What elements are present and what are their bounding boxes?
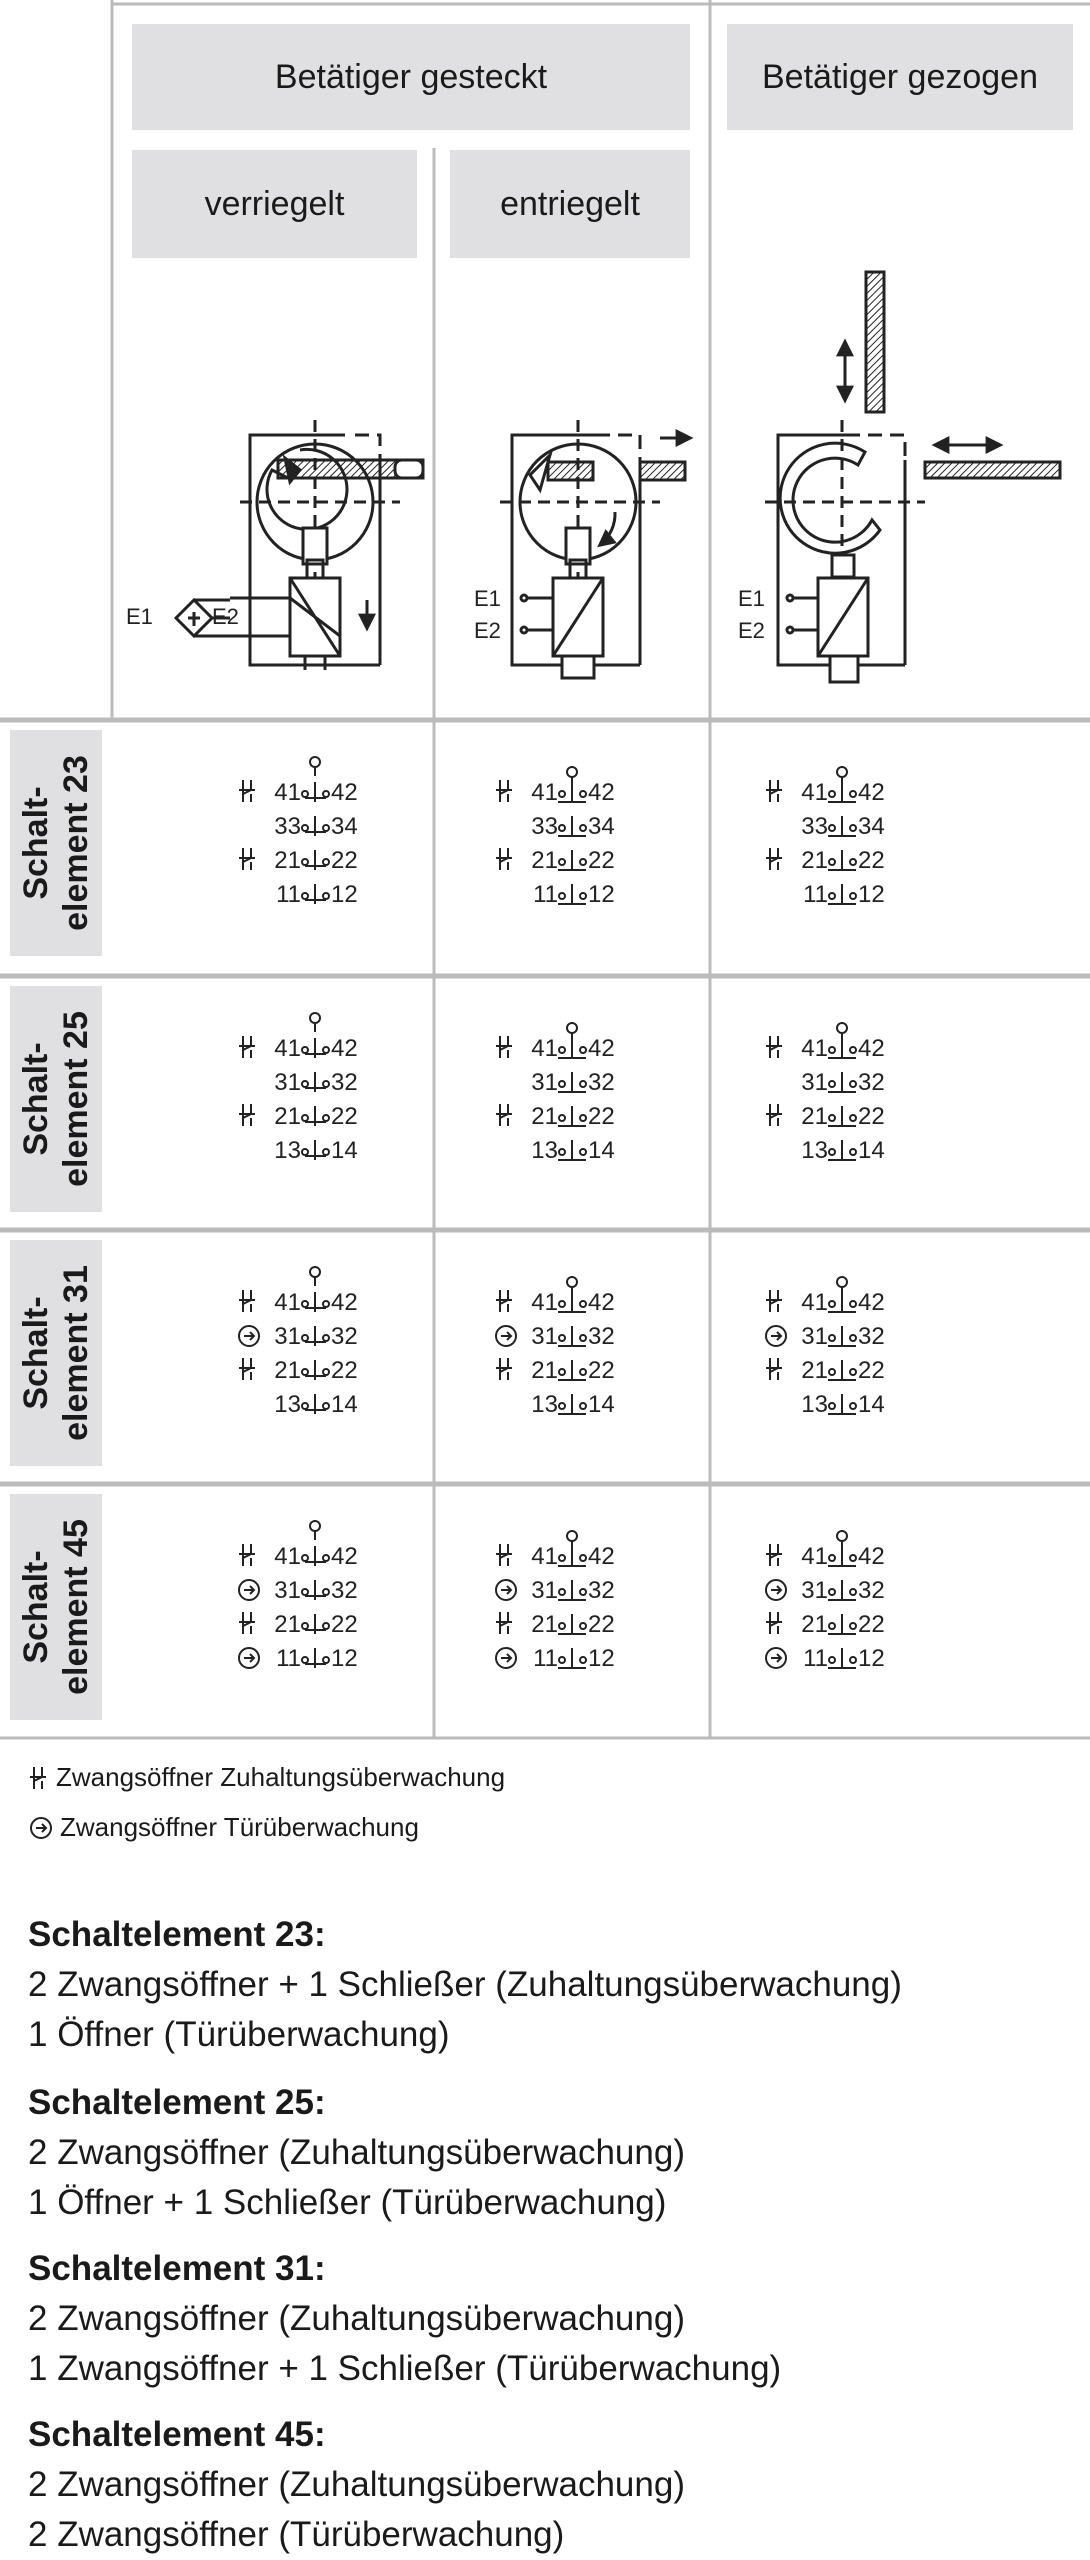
terminal-left: 33 bbox=[531, 813, 558, 840]
plunger-icon bbox=[310, 757, 320, 767]
terminal-right: 32 bbox=[858, 1069, 885, 1096]
description-line: 1 Öffner + 1 Schließer (Türüberwachung) bbox=[28, 2183, 667, 2222]
contact-block bbox=[239, 757, 358, 908]
terminal-left: 41 bbox=[531, 1543, 558, 1570]
description-title: Schaltelement 31: bbox=[28, 2249, 326, 2288]
description-line: 1 Öffner (Türüberwachung) bbox=[28, 2015, 450, 2054]
row-label-element-25: Schalt- element 25 bbox=[10, 986, 102, 1212]
terminal-left: 11 bbox=[276, 881, 301, 908]
terminal-right: 42 bbox=[858, 779, 885, 806]
terminal-left: 33 bbox=[274, 813, 301, 840]
terminal-left: 41 bbox=[531, 1289, 558, 1316]
terminal-right: 42 bbox=[331, 779, 358, 806]
terminal-left: 33 bbox=[801, 813, 828, 840]
positive-opening-guard-icon bbox=[496, 1104, 512, 1126]
terminal-right: 12 bbox=[331, 881, 358, 908]
description-title: Schaltelement 25: bbox=[28, 2083, 326, 2122]
header-actuator-withdrawn: Betätiger gezogen bbox=[727, 24, 1073, 130]
terminal-left: 21 bbox=[531, 1357, 558, 1384]
terminal-left: 21 bbox=[531, 1103, 558, 1130]
description-line: 2 Zwangsöffner + 1 Schließer (Zuhaltungsüberwachung) bbox=[28, 1965, 902, 2004]
terminal-right: 22 bbox=[331, 1611, 358, 1638]
row-label-element-45: Schalt- element 45 bbox=[10, 1494, 102, 1720]
terminal-left: 11 bbox=[533, 1645, 558, 1672]
positive-opening-guard-icon bbox=[496, 1290, 512, 1312]
positive-opening-guard-icon bbox=[766, 1544, 782, 1566]
terminal-right: 34 bbox=[331, 813, 358, 840]
description-element-45 bbox=[28, 2410, 685, 2560]
terminal-right: 42 bbox=[588, 1543, 615, 1570]
legend-guard-label: Zwangsöffner Zuhaltungsüberwachung bbox=[56, 1762, 506, 1792]
terminal-right: 22 bbox=[858, 847, 885, 874]
plunger-icon bbox=[567, 1023, 577, 1033]
terminal-left: 21 bbox=[801, 847, 828, 874]
plunger-icon bbox=[837, 1277, 847, 1287]
terminal-left: 31 bbox=[274, 1069, 301, 1096]
header-actuator-inserted: Betätiger gesteckt bbox=[132, 24, 690, 130]
terminal-left: 21 bbox=[274, 1357, 301, 1384]
terminal-right: 14 bbox=[588, 1391, 615, 1418]
plunger-icon bbox=[310, 1267, 320, 1277]
terminal-left: 31 bbox=[274, 1577, 301, 1604]
e1-label-withdrawn: E1 bbox=[738, 586, 765, 611]
terminal-right: 22 bbox=[331, 1103, 358, 1130]
positive-opening-guard-icon bbox=[766, 1036, 782, 1058]
contact-block bbox=[239, 1521, 358, 1672]
positive-opening-guard-icon bbox=[239, 1358, 255, 1380]
terminal-right: 12 bbox=[331, 1645, 358, 1672]
contact-block bbox=[239, 1267, 358, 1418]
contact-block bbox=[239, 1013, 358, 1164]
positive-opening-guard-icon bbox=[496, 780, 512, 802]
terminal-right: 42 bbox=[588, 1035, 615, 1062]
header-locked: verriegelt bbox=[132, 150, 417, 258]
row-label-element-31: Schalt- element 31 bbox=[10, 1240, 102, 1466]
terminal-right: 34 bbox=[588, 813, 615, 840]
terminal-left: 31 bbox=[531, 1069, 558, 1096]
description-element-23 bbox=[28, 1910, 902, 2060]
terminal-right: 22 bbox=[588, 847, 615, 874]
terminal-left: 41 bbox=[274, 1289, 301, 1316]
terminal-right: 14 bbox=[858, 1137, 885, 1164]
description-element-31 bbox=[28, 2244, 781, 2394]
terminal-right: 14 bbox=[858, 1391, 885, 1418]
contact-block bbox=[766, 1277, 885, 1418]
terminal-right: 42 bbox=[858, 1035, 885, 1062]
terminal-left: 13 bbox=[801, 1137, 828, 1164]
terminal-right: 22 bbox=[858, 1103, 885, 1130]
terminal-right: 32 bbox=[588, 1323, 615, 1350]
terminal-left: 41 bbox=[531, 779, 558, 806]
terminal-left: 11 bbox=[533, 881, 558, 908]
positive-opening-guard-icon bbox=[239, 848, 255, 870]
description-title: Schaltelement 45: bbox=[28, 2415, 326, 2454]
plunger-icon bbox=[837, 1531, 847, 1541]
terminal-right: 12 bbox=[588, 1645, 615, 1672]
terminal-left: 11 bbox=[803, 1645, 828, 1672]
terminal-right: 32 bbox=[858, 1577, 885, 1604]
terminal-left: 21 bbox=[531, 1611, 558, 1638]
plunger-icon bbox=[837, 767, 847, 777]
terminal-right: 14 bbox=[588, 1137, 615, 1164]
positive-opening-guard-icon bbox=[766, 1104, 782, 1126]
terminal-left: 41 bbox=[274, 779, 301, 806]
terminal-left: 41 bbox=[274, 1035, 301, 1062]
plunger-icon bbox=[567, 1277, 577, 1287]
positive-opening-guard-icon bbox=[496, 1544, 512, 1566]
terminal-right: 12 bbox=[858, 881, 885, 908]
terminal-left: 21 bbox=[801, 1103, 828, 1130]
terminal-left: 11 bbox=[803, 881, 828, 908]
terminal-left: 21 bbox=[801, 1611, 828, 1638]
e2-label-withdrawn: E2 bbox=[738, 618, 765, 643]
terminal-right: 22 bbox=[331, 847, 358, 874]
terminal-right: 14 bbox=[331, 1137, 358, 1164]
positive-opening-guard-icon bbox=[766, 1612, 782, 1634]
terminal-right: 12 bbox=[858, 1645, 885, 1672]
terminal-left: 21 bbox=[274, 847, 301, 874]
terminal-right: 32 bbox=[588, 1069, 615, 1096]
terminal-left: 13 bbox=[801, 1391, 828, 1418]
terminal-left: 41 bbox=[801, 779, 828, 806]
positive-opening-guard-icon bbox=[496, 1036, 512, 1058]
legend-guard-locking bbox=[28, 1762, 505, 1793]
e2-label-unlocked: E2 bbox=[474, 618, 501, 643]
terminal-right: 42 bbox=[331, 1035, 358, 1062]
terminal-right: 42 bbox=[588, 1289, 615, 1316]
contact-block bbox=[496, 1531, 615, 1672]
terminal-right: 32 bbox=[331, 1577, 358, 1604]
e1-label-locked: E1 bbox=[126, 604, 153, 629]
contact-block bbox=[766, 767, 885, 908]
terminal-left: 13 bbox=[531, 1391, 558, 1418]
terminal-left: 21 bbox=[801, 1357, 828, 1384]
terminal-left: 41 bbox=[801, 1543, 828, 1570]
positive-opening-guard-icon bbox=[766, 1358, 782, 1380]
positive-opening-guard-icon bbox=[239, 780, 255, 802]
terminal-left: 21 bbox=[531, 847, 558, 874]
terminal-left: 31 bbox=[531, 1323, 558, 1350]
terminal-left: 41 bbox=[801, 1035, 828, 1062]
terminal-left: 41 bbox=[274, 1543, 301, 1570]
terminal-left: 31 bbox=[801, 1577, 828, 1604]
terminal-right: 22 bbox=[858, 1611, 885, 1638]
positive-opening-guard-icon bbox=[766, 1290, 782, 1312]
description-line: 2 Zwangsöffner (Türüberwachung) bbox=[28, 2515, 565, 2554]
plunger-icon bbox=[310, 1013, 320, 1023]
terminal-left: 13 bbox=[274, 1137, 301, 1164]
positive-opening-guard-icon bbox=[239, 1290, 255, 1312]
legend-door-label: Zwangsöffner Türüberwachung bbox=[60, 1812, 419, 1842]
terminal-right: 32 bbox=[331, 1069, 358, 1096]
terminal-right: 42 bbox=[331, 1289, 358, 1316]
terminal-right: 42 bbox=[588, 779, 615, 806]
terminal-left: 13 bbox=[531, 1137, 558, 1164]
contact-block bbox=[766, 1531, 885, 1672]
plunger-icon bbox=[567, 767, 577, 777]
plunger-icon bbox=[837, 1023, 847, 1033]
terminal-left: 21 bbox=[274, 1103, 301, 1130]
positive-opening-guard-icon bbox=[766, 848, 782, 870]
terminal-right: 42 bbox=[858, 1543, 885, 1570]
legend-door-monitoring bbox=[28, 1812, 419, 1843]
positive-opening-guard-icon bbox=[496, 1358, 512, 1380]
row-label-element-23: Schalt- element 23 bbox=[10, 730, 102, 956]
terminal-left: 13 bbox=[274, 1391, 301, 1418]
positive-opening-guard-icon bbox=[239, 1544, 255, 1566]
terminal-left: 31 bbox=[801, 1069, 828, 1096]
plunger-icon bbox=[310, 1521, 320, 1531]
description-element-25 bbox=[28, 2078, 685, 2228]
header-unlocked: entriegelt bbox=[450, 150, 690, 258]
terminal-right: 22 bbox=[588, 1357, 615, 1384]
positive-opening-guard-icon bbox=[239, 1036, 255, 1058]
plunger-icon bbox=[567, 1531, 577, 1541]
description-line: 1 Zwangsöffner + 1 Schließer (Türüberwachung) bbox=[28, 2349, 782, 2388]
terminal-left: 31 bbox=[801, 1323, 828, 1350]
terminal-left: 21 bbox=[274, 1611, 301, 1638]
positive-opening-guard-icon bbox=[766, 780, 782, 802]
terminal-right: 32 bbox=[588, 1577, 615, 1604]
positive-opening-guard-icon bbox=[239, 1104, 255, 1126]
description-line: 2 Zwangsöffner (Zuhaltungsüberwachung) bbox=[28, 2133, 685, 2172]
terminal-left: 41 bbox=[531, 1035, 558, 1062]
terminal-right: 42 bbox=[331, 1543, 358, 1570]
description-line: 2 Zwangsöffner (Zuhaltungsüberwachung) bbox=[28, 2465, 685, 2504]
contact-block bbox=[766, 1023, 885, 1164]
terminal-left: 31 bbox=[531, 1577, 558, 1604]
terminal-right: 14 bbox=[331, 1391, 358, 1418]
terminal-right: 22 bbox=[588, 1103, 615, 1130]
terminal-right: 42 bbox=[858, 1289, 885, 1316]
terminal-right: 34 bbox=[858, 813, 885, 840]
terminal-right: 22 bbox=[858, 1357, 885, 1384]
positive-opening-guard-icon bbox=[496, 848, 512, 870]
positive-opening-guard-icon bbox=[28, 1763, 52, 1793]
terminal-right: 32 bbox=[858, 1323, 885, 1350]
terminal-left: 31 bbox=[274, 1323, 301, 1350]
positive-opening-guard-icon bbox=[496, 1612, 512, 1634]
description-title: Schaltelement 23: bbox=[28, 1915, 326, 1954]
terminal-right: 22 bbox=[331, 1357, 358, 1384]
contact-block bbox=[496, 1023, 615, 1164]
terminal-right: 12 bbox=[588, 881, 615, 908]
contact-block bbox=[496, 767, 615, 908]
e1-label-unlocked: E1 bbox=[474, 586, 501, 611]
e2-label-locked: E2 bbox=[212, 604, 239, 629]
terminal-left: 41 bbox=[801, 1289, 828, 1316]
terminal-right: 22 bbox=[588, 1611, 615, 1638]
contact-block bbox=[496, 1277, 615, 1418]
positive-opening-door-icon bbox=[28, 1814, 56, 1842]
terminal-right: 32 bbox=[331, 1323, 358, 1350]
positive-opening-guard-icon bbox=[239, 1612, 255, 1634]
description-line: 2 Zwangsöffner (Zuhaltungsüberwachung) bbox=[28, 2299, 685, 2338]
terminal-left: 11 bbox=[276, 1645, 301, 1672]
